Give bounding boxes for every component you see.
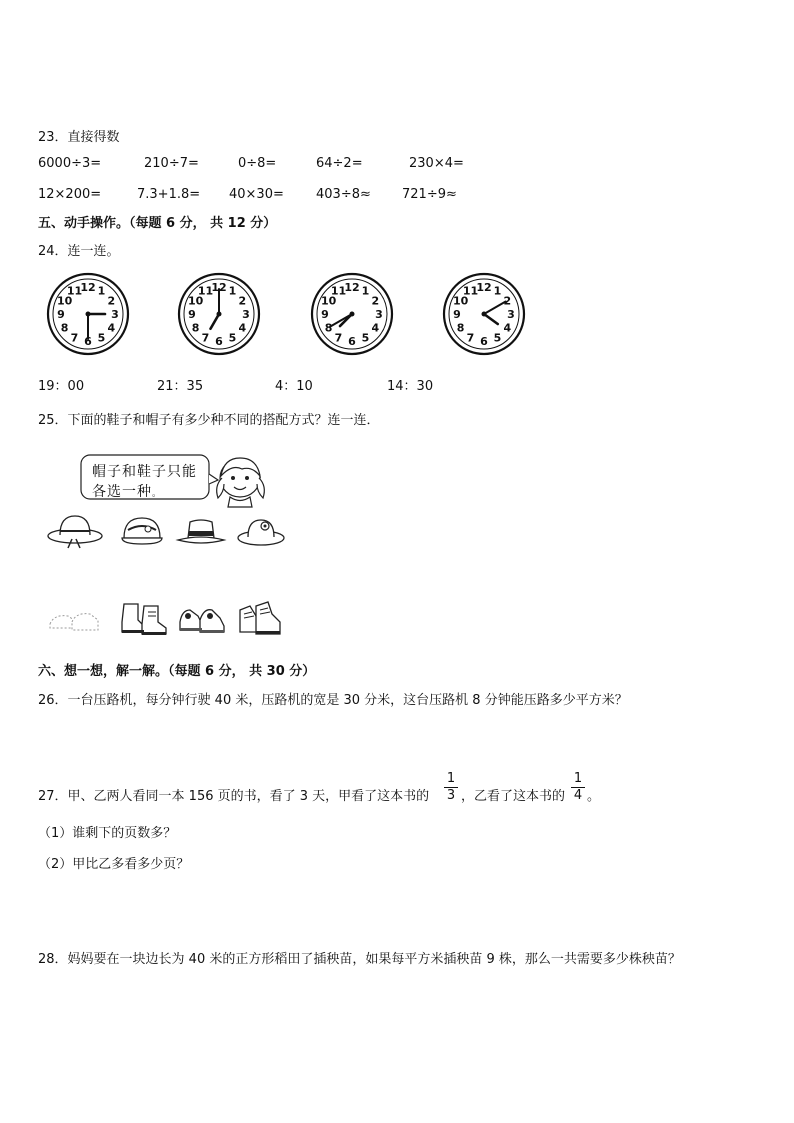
clock-center xyxy=(86,312,91,317)
calc-item: 0÷8= xyxy=(238,156,277,171)
q27-part3: 。 xyxy=(587,789,601,804)
clock-number: 4 xyxy=(238,321,247,335)
clock-number: 2 xyxy=(371,294,380,308)
fraction-numerator: 1 xyxy=(446,771,456,786)
clock-number: 6 xyxy=(348,335,356,348)
calc-item: 40×30= xyxy=(229,187,284,202)
clock-number: 8 xyxy=(60,321,69,335)
fedora-icon[interactable] xyxy=(176,516,226,548)
fraction-denominator: 3 xyxy=(446,788,456,803)
q27-part1: 27．甲、乙两人看同一本 156 页的书，看了 3 天，甲看了这本书的 xyxy=(38,789,430,804)
clock-number: 5 xyxy=(361,331,370,345)
clock-number: 1 xyxy=(97,284,106,298)
fraction-one-third xyxy=(444,772,458,803)
clock[interactable] xyxy=(442,272,526,356)
clock-number: 9 xyxy=(321,308,329,321)
calc-item: 230×4= xyxy=(409,156,464,171)
clock-center xyxy=(350,312,355,317)
clock-number: 11 xyxy=(66,284,83,298)
clock-number: 5 xyxy=(228,331,237,345)
calc-item: 7.3+1.8= xyxy=(137,187,201,202)
hat-icon[interactable] xyxy=(46,512,104,552)
clock[interactable] xyxy=(46,272,130,356)
bubble-text-line1: 帽子和鞋子只能 xyxy=(92,464,197,480)
time-label[interactable]: 21：35 xyxy=(157,379,204,394)
clock-number: 10 xyxy=(452,294,469,308)
clock-number: 9 xyxy=(188,308,196,321)
high-top-shoe-icon[interactable] xyxy=(236,600,284,638)
calc-item: 721÷9≈ xyxy=(402,187,457,202)
clock-number: 1 xyxy=(361,284,370,298)
clock-number: 10 xyxy=(56,294,73,308)
clock-number: 4 xyxy=(371,321,380,335)
shoe-icon[interactable] xyxy=(46,604,102,636)
clock-number: 5 xyxy=(493,331,502,345)
bubble-text-line2: 各选一种。 xyxy=(92,484,163,500)
calc-item: 403÷8≈ xyxy=(316,187,371,202)
clock-number: 7 xyxy=(201,331,210,345)
clock-number: 4 xyxy=(503,321,512,335)
q24-title: 24．连一连。 xyxy=(38,244,120,259)
clock-number: 7 xyxy=(70,331,79,345)
clock-number: 6 xyxy=(215,335,223,348)
clock-number: 6 xyxy=(480,335,488,348)
clock-center xyxy=(217,312,222,317)
clock-center xyxy=(482,312,487,317)
clock-number: 7 xyxy=(334,331,343,345)
clock[interactable] xyxy=(177,272,261,356)
calc-item: 6000÷3= xyxy=(38,156,102,171)
clock-number: 1 xyxy=(228,284,237,298)
clock-number: 3 xyxy=(111,308,119,321)
q28-text: 28．妈妈要在一块边长为 40 米的正方形稻田了插秧苗，如果每平方米插秧苗 9 株，那么一共需要多少株秧苗？ xyxy=(38,952,681,967)
section5-title: 五、动手操作。（每题 6 分， 共 12 分） xyxy=(38,216,277,231)
q26-text: 26．一台压路机，每分钟行驶 40 米，压路机的宽是 30 分米，这台压路机 8 分钟能压路多少平方米？ xyxy=(38,693,628,708)
q27-sub2: （2）甲比乙多看多少页？ xyxy=(38,857,190,872)
q23-title: 23．直接得数 xyxy=(38,130,120,145)
calc-item: 12×200= xyxy=(38,187,102,202)
clock-number: 12 xyxy=(344,281,360,294)
q25-title: 25．下面的鞋子和帽子有多少种不同的搭配方式？连一连． xyxy=(38,413,380,428)
q27-text xyxy=(38,785,429,804)
calc-item: 64÷2= xyxy=(316,156,363,171)
clock[interactable] xyxy=(310,272,394,356)
fraction-one-fourth xyxy=(571,772,585,803)
clock-number: 12 xyxy=(80,281,96,294)
time-label[interactable]: 19：00 xyxy=(38,379,85,394)
flower-hat-icon[interactable] xyxy=(236,514,286,550)
girl-icon xyxy=(212,452,270,508)
q27-part2: ，乙看了这本书的 xyxy=(461,789,566,804)
time-label[interactable]: 4：10 xyxy=(275,379,313,394)
section6-title: 六、想一想，解一解。（每题 6 分， 共 30 分） xyxy=(38,664,316,679)
clock-number: 8 xyxy=(324,321,333,335)
clock-number: 12 xyxy=(476,281,492,294)
fraction-numerator: 1 xyxy=(573,771,583,786)
clock-number: 4 xyxy=(107,321,116,335)
cap-icon[interactable] xyxy=(118,514,166,550)
fraction-denominator: 4 xyxy=(573,788,583,803)
clock-number: 9 xyxy=(453,308,461,321)
clock-number: 10 xyxy=(187,294,204,308)
time-label[interactable]: 14：30 xyxy=(387,379,434,394)
clock-number: 9 xyxy=(57,308,65,321)
clock-number: 2 xyxy=(238,294,247,308)
clock-number: 7 xyxy=(466,331,475,345)
clock-number: 8 xyxy=(456,321,465,335)
clock-number: 12 xyxy=(211,281,227,294)
clock-number: 11 xyxy=(330,284,347,298)
clock-number: 3 xyxy=(507,308,515,321)
q27-sub1: （1）谁剩下的页数多？ xyxy=(38,826,177,841)
sneaker-icon[interactable] xyxy=(176,602,228,636)
calc-item: 210÷7= xyxy=(144,156,199,171)
clock-number: 11 xyxy=(197,284,214,298)
clock-number: 6 xyxy=(84,335,92,348)
clock-number: 5 xyxy=(97,331,106,345)
clock-number: 3 xyxy=(242,308,250,321)
clock-number: 2 xyxy=(503,294,512,308)
clock-number: 8 xyxy=(191,321,200,335)
clock-number: 2 xyxy=(107,294,116,308)
boot-icon[interactable] xyxy=(118,600,170,638)
clock-number: 3 xyxy=(375,308,383,321)
clock-number: 10 xyxy=(320,294,337,308)
clock-number: 11 xyxy=(462,284,479,298)
clock-number: 1 xyxy=(493,284,502,298)
